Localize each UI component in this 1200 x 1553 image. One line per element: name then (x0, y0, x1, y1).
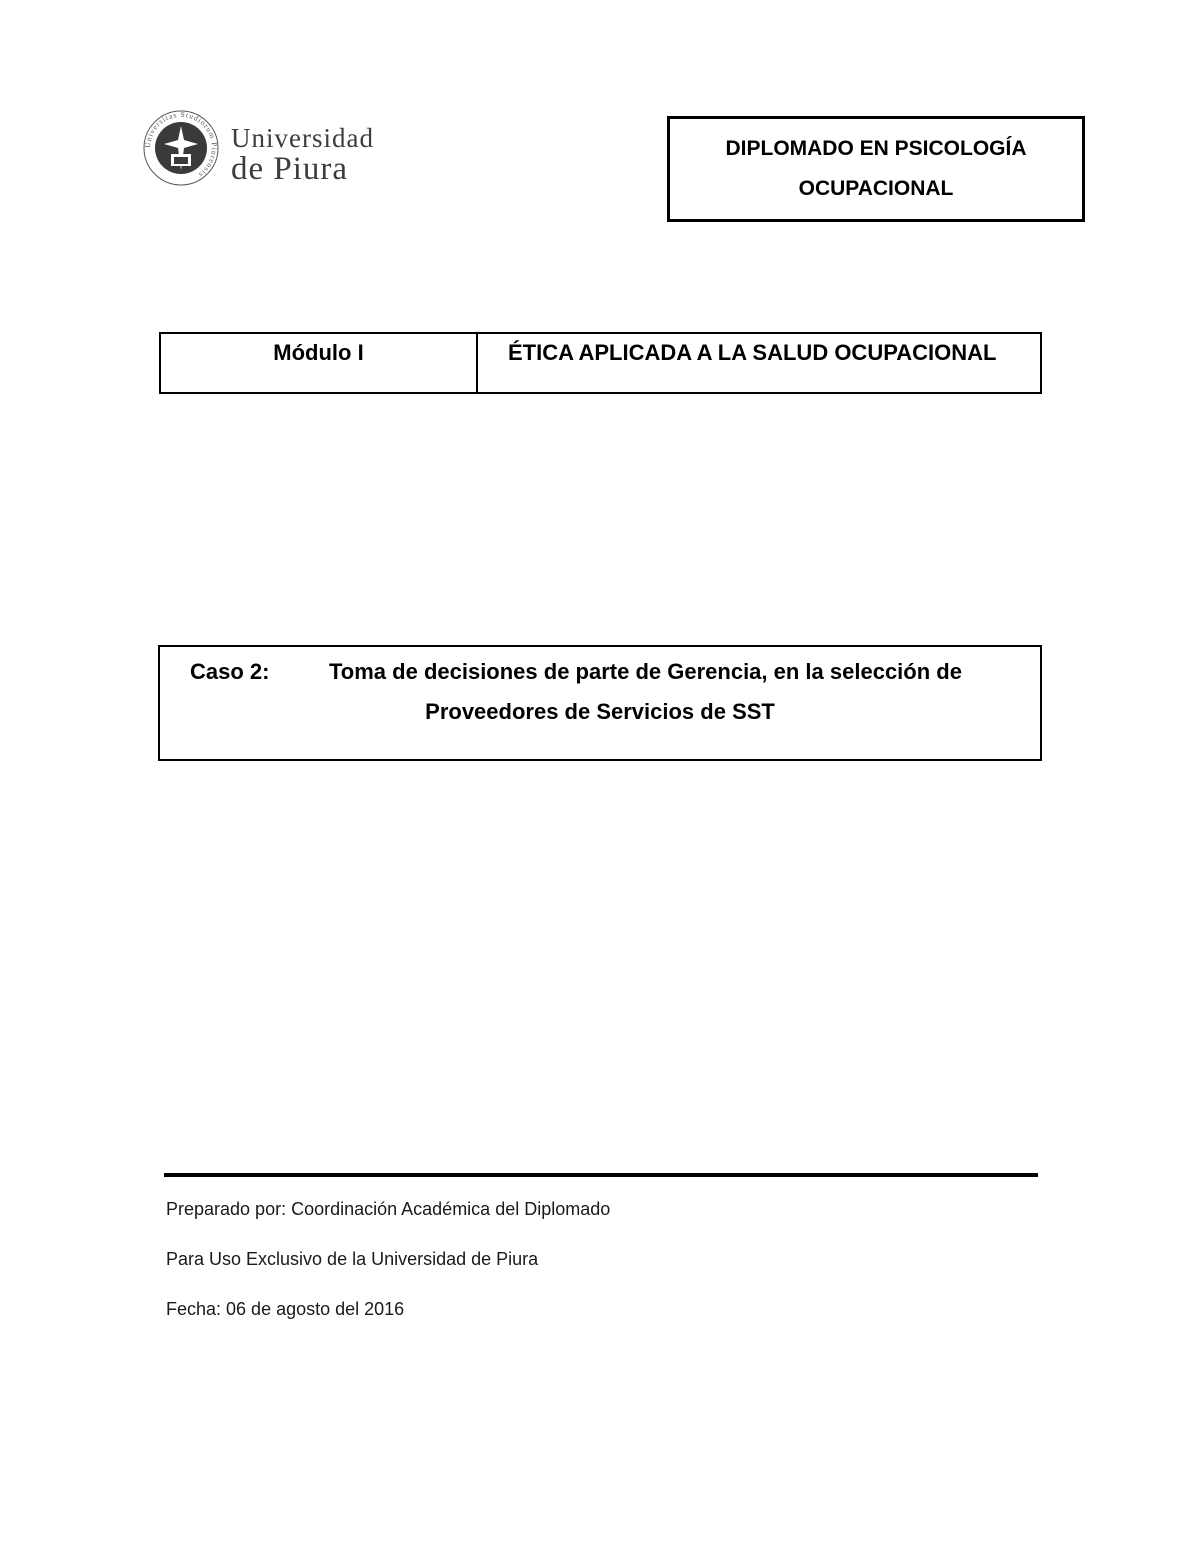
usage-text: Para Uso Exclusivo de la Universidad de Piura (166, 1249, 539, 1269)
module-title: ÉTICA APLICADA A LA SALUD OCUPACIONAL (508, 340, 997, 365)
program-title-line-1: DIPLOMADO EN PSICOLOGÍA (725, 137, 1027, 160)
prepared-by-text: Preparado por: Coordinación Académica del Diplomado (166, 1199, 611, 1219)
case-box (158, 645, 1042, 761)
case-label: Caso 2: (190, 659, 270, 684)
logo-line-2: de Piura (231, 151, 349, 187)
logo-line-1: Universidad (231, 123, 374, 153)
program-title-box (667, 116, 1085, 222)
university-seal-icon (143, 100, 219, 196)
date-text: Fecha: 06 de agosto del 2016 (166, 1299, 405, 1319)
module-label: Módulo I (161, 334, 478, 392)
case-title-line-2: Proveedores de Servicios de SST (425, 699, 775, 724)
footer-divider (164, 1173, 1038, 1177)
university-logo (143, 100, 393, 196)
footer-info (166, 1198, 610, 1348)
program-title-line-2: OCUPACIONAL (798, 177, 954, 200)
svg-text:Universitas Studiorum Piurensi: Universitas Studiorum Piurensis (143, 109, 219, 180)
module-table (159, 332, 1042, 394)
case-title-line-1: Toma de decisiones de parte de Gerencia, en la selección de (329, 659, 962, 684)
